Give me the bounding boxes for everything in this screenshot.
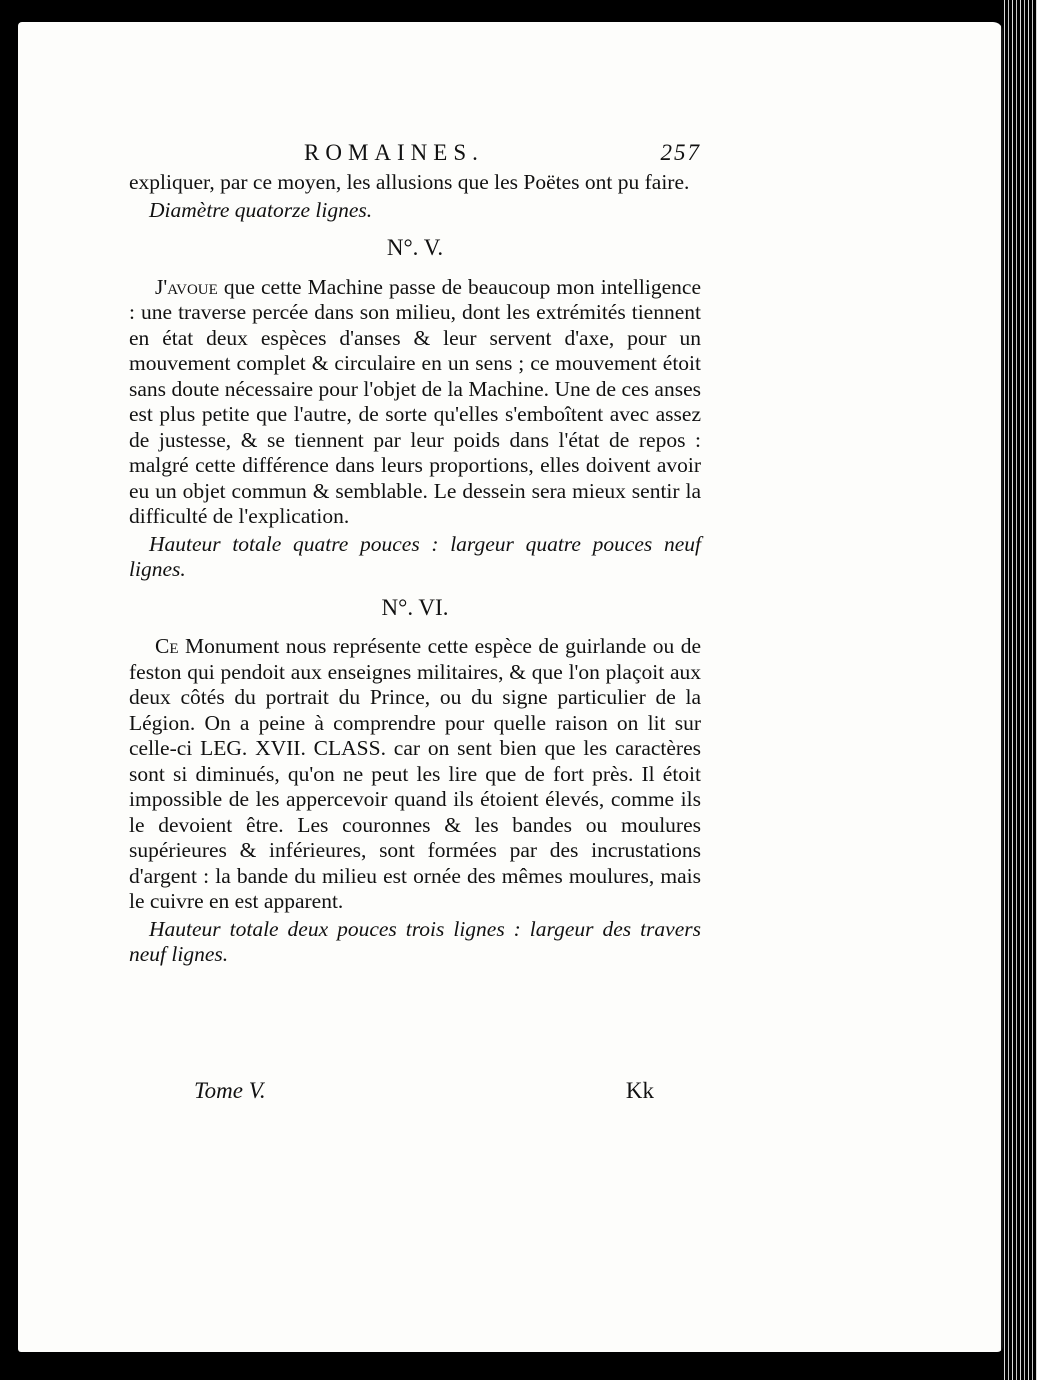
section-vi-lead: Ce [155, 634, 179, 658]
page-edge-shadow [1001, 0, 1037, 1380]
page-number: 257 [660, 140, 701, 165]
running-head [129, 140, 701, 170]
book-page [18, 22, 1003, 1352]
intro-dimension: Diamètre quatorze lignes. [149, 197, 373, 222]
section-vi-paragraph [129, 634, 701, 915]
tome-label: Tome V. [194, 1078, 266, 1103]
section-vi-body: Monument nous représente cette espèce de guirlande ou de feston qui pendoit aux enseignes militaires, & que l'on plaçoit aux deux côtés du portrait du Prince, ou du signe particulier de la Légion. On a peine à comprendre pour quelle raison on lit sur celle-ci LEG. XVII. CLASS. car on sent bien que les caractères sont si diminués, qu'on ne peut les lire que de fort près. Il étoit impossible de les appercevoir quand ils étoient élevés, comme ils le devoient être. Les couronnes & les bandes ou moulures supérieures & inférieures, sont formées par des incrustations d'argent : la bande du milieu est ornée des mêmes moulures, mais le cuivre en est apparent. [129, 634, 701, 913]
signature-mark: Kk [625, 1078, 654, 1103]
section-v-paragraph [129, 275, 701, 530]
section-heading-v: N°. V. [386, 235, 444, 260]
intro-text: expliquer, par ce moyen, les allusions que les Poëtes ont pu faire. [129, 170, 690, 194]
section-vi-dimension: Hauteur totale deux pouces trois lignes : largeur des travers neuf lignes. [129, 916, 701, 966]
section-v-dimension: Hauteur totale quatre pouces : largeur quatre pouces neuf lignes. [129, 531, 701, 581]
page-footer [194, 1078, 654, 1108]
running-title: ROMAINES. [304, 140, 484, 165]
page-content [129, 140, 701, 968]
section-heading-vi: N°. VI. [381, 594, 449, 620]
section-v-body: que cette Machine passe de beaucoup mon intelligence : une traverse percée dans son milieu, dont les extrémités tiennent en état deux espèces d'anses & leur servent d'axe, pour un mouvement complet & circulaire en un sens ; ce mouvement étoit sans doute nécessaire pour l'objet de la Machine. Une de ces anses est plus petite que l'autre, de sorte qu'elles s'emboîtent avec assez de justesse, & se tiennent par leur poids dans l'état de repos : malgré cette différence dans leurs proportions, elles doivent avoir eu un objet commun & semblable. Le dessein sera mieux sentir la difficulté de l'explication. [129, 274, 701, 528]
section-v-lead: J'avoue [155, 274, 218, 299]
